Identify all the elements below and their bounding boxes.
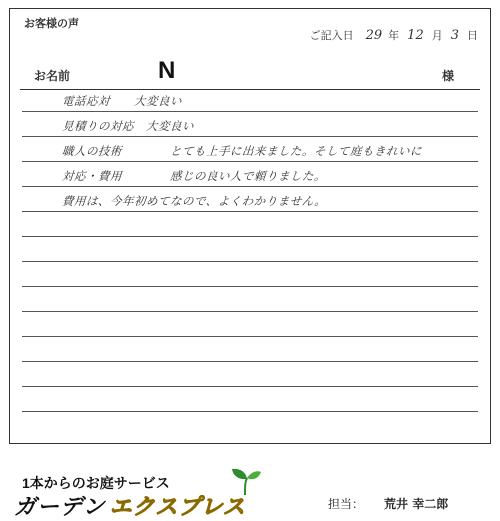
ruled-line [22, 411, 478, 412]
ruled-line [22, 236, 478, 237]
ruled-line [22, 311, 478, 312]
ruled-line [22, 186, 478, 187]
date-day: 3 [450, 28, 459, 43]
comment-line: 職人の技術 とても上手に出来ました。そして庭もきれいに [61, 144, 423, 158]
brand-primary: ガーデン [14, 494, 106, 519]
date-year: 29 [365, 28, 383, 43]
customer-feedback-card [9, 8, 491, 444]
brand-accent: エクスプレス [109, 494, 246, 519]
customer-name: N [158, 57, 176, 84]
staff-info [328, 495, 448, 512]
ruled-line [22, 386, 478, 387]
name-label: お名前 [34, 69, 71, 83]
ruled-line [22, 211, 478, 212]
date-month-unit: 月 [431, 29, 443, 42]
form-title: お客様の声 [24, 17, 79, 30]
comment-line: 見積りの対応 大変良い [61, 119, 195, 133]
staff-label: 担当： [328, 497, 365, 511]
ruled-line [22, 161, 478, 162]
date-year-unit: 年 [388, 29, 400, 42]
ruled-line [22, 111, 478, 112]
date-label: ご記入日 [309, 29, 354, 42]
date-day-unit: 日 [467, 29, 478, 42]
brand-logo [14, 490, 246, 521]
ruled-lines [22, 9, 478, 445]
staff-name: 荒井 幸二郎 [384, 497, 449, 511]
footer-tagline: 1本からのお庭サービス [22, 475, 170, 491]
comment-line: 対応・費用 感じの良い人で頼りました。 [61, 169, 327, 183]
name-suffix: 様 [441, 69, 454, 83]
ruled-line [22, 261, 478, 262]
ruled-line [22, 361, 478, 362]
date-month: 12 [407, 28, 424, 43]
ruled-line [22, 136, 478, 137]
ruled-line [22, 336, 478, 337]
ruled-line [22, 286, 478, 287]
comment-line: 電話応対 大変良い [61, 94, 183, 108]
comment-line: 費用は、今年初めてなので、よくわかりません。 [61, 194, 327, 208]
